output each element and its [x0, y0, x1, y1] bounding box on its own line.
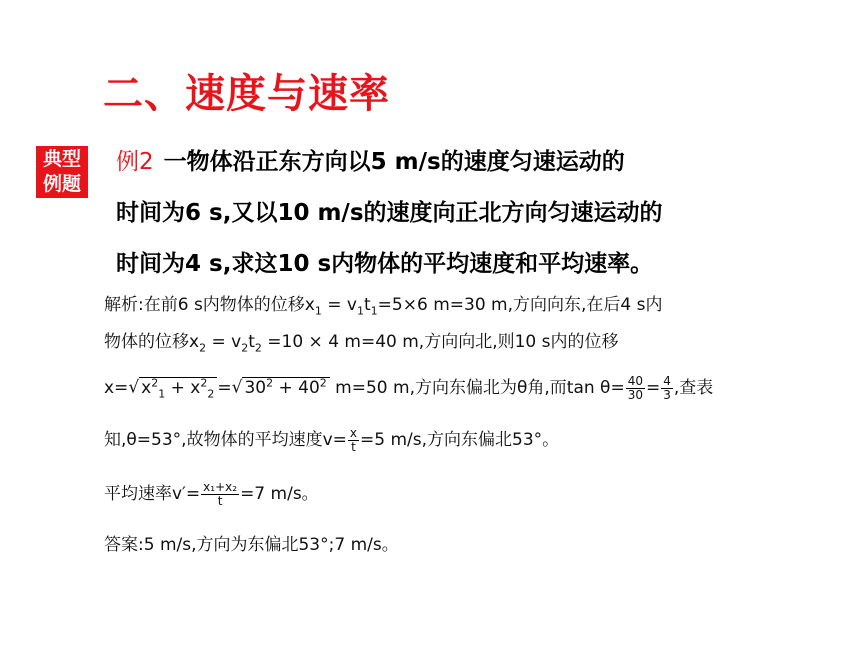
answer-line: 答案:5 m/s,方向为东偏北53°;7 m/s。: [104, 535, 399, 555]
sqrt-expression-2: √ $30^2 + 40^2$: [232, 376, 330, 398]
sub-1: 1: [158, 387, 166, 401]
sol2-text-b: = v: [206, 332, 242, 352]
frac4-num: x₁+x₂: [203, 479, 238, 494]
solution-line-1: [104, 290, 662, 317]
sup-2: 2: [200, 376, 208, 390]
sol4-text-a: 知,θ=53°,故物体的平均速度v=: [104, 430, 347, 450]
frac4-den: t: [217, 493, 223, 508]
fraction-x-t: [348, 427, 359, 454]
fraction-40-30: [626, 375, 645, 402]
sub-v1: 1: [357, 304, 364, 318]
sqrt-expression-1: √ $x^2_1 + x^2_2$: [128, 376, 217, 400]
sol1-text-c: t: [364, 295, 371, 315]
rad2-30: 30: [244, 378, 267, 398]
solution-line-3: [104, 373, 713, 402]
sol4-text-b: =5 m/s,方向东偏北53°。: [360, 430, 560, 450]
fraction-4-3: [661, 375, 673, 402]
sol2-text-d: =10 × 4 m=40 m,方向向北,则10 s内的位移: [261, 332, 619, 352]
rad2-plus: + 40: [273, 378, 320, 398]
sub-2: 2: [207, 387, 215, 401]
badge-line-1: 典型: [42, 148, 81, 170]
question-text-1: 一物体沿正东方向以5 m/s的速度匀速运动的: [163, 149, 625, 175]
frac2-num: 4: [663, 373, 671, 388]
sub-t1: 1: [370, 304, 378, 318]
sol5-text-a: 平均速率v′=: [104, 484, 201, 504]
solution-line-4: [104, 425, 559, 454]
sup-3: 2: [266, 376, 274, 390]
sub-t2: 2: [254, 341, 262, 355]
sol1-text-a: 解析:在前6 s内物体的位移x: [104, 295, 315, 315]
sol1-text-b: = v: [321, 295, 357, 315]
sol3-text-b: m=50 m,方向东偏北为θ角,而tan θ=: [329, 378, 625, 398]
sol1-text-d: =5×6 m=30 m,方向向东,在后4 s内: [377, 295, 663, 315]
frac3-den: t: [351, 439, 356, 454]
frac1-den: 30: [627, 387, 643, 402]
sol3-eq: =: [217, 378, 232, 398]
sub-v2: 2: [241, 341, 249, 355]
sup-1: 2: [151, 376, 159, 390]
rad1-x: x: [141, 378, 152, 398]
frac1-num: 40: [627, 373, 643, 388]
section-title: 二、速度与速率: [103, 71, 390, 117]
sub-x1: 1: [314, 304, 322, 318]
sol3-text-a: x=: [104, 378, 129, 398]
frac3-num: x: [349, 425, 357, 440]
sol5-text-b: =7 m/s。: [240, 484, 319, 504]
sup-4: 2: [319, 376, 327, 390]
badge-line-2: 例题: [42, 173, 81, 195]
example-label: 例2: [116, 149, 154, 175]
solution-line-2: [104, 327, 619, 354]
question-line-3: 时间为4 s,求这10 s内物体的平均速度和平均速率。: [116, 251, 654, 277]
fraction-sum-t: [201, 481, 239, 508]
sol2-text-a: 物体的位移x: [104, 332, 200, 352]
solution-line-5: [104, 479, 319, 508]
example-badge: [36, 146, 88, 198]
sol2-text-c: t: [248, 332, 255, 352]
question-line-2: 时间为6 s,又以10 m/s的速度向正北方向匀速运动的: [116, 200, 663, 226]
rad1-plus: + x: [165, 378, 201, 398]
sub-x2: 2: [199, 341, 207, 355]
sol3-text-c: ,查表: [673, 378, 714, 398]
sol3-eq2: =: [645, 378, 661, 398]
question-line-1: [116, 143, 625, 176]
frac2-den: 3: [663, 387, 671, 402]
